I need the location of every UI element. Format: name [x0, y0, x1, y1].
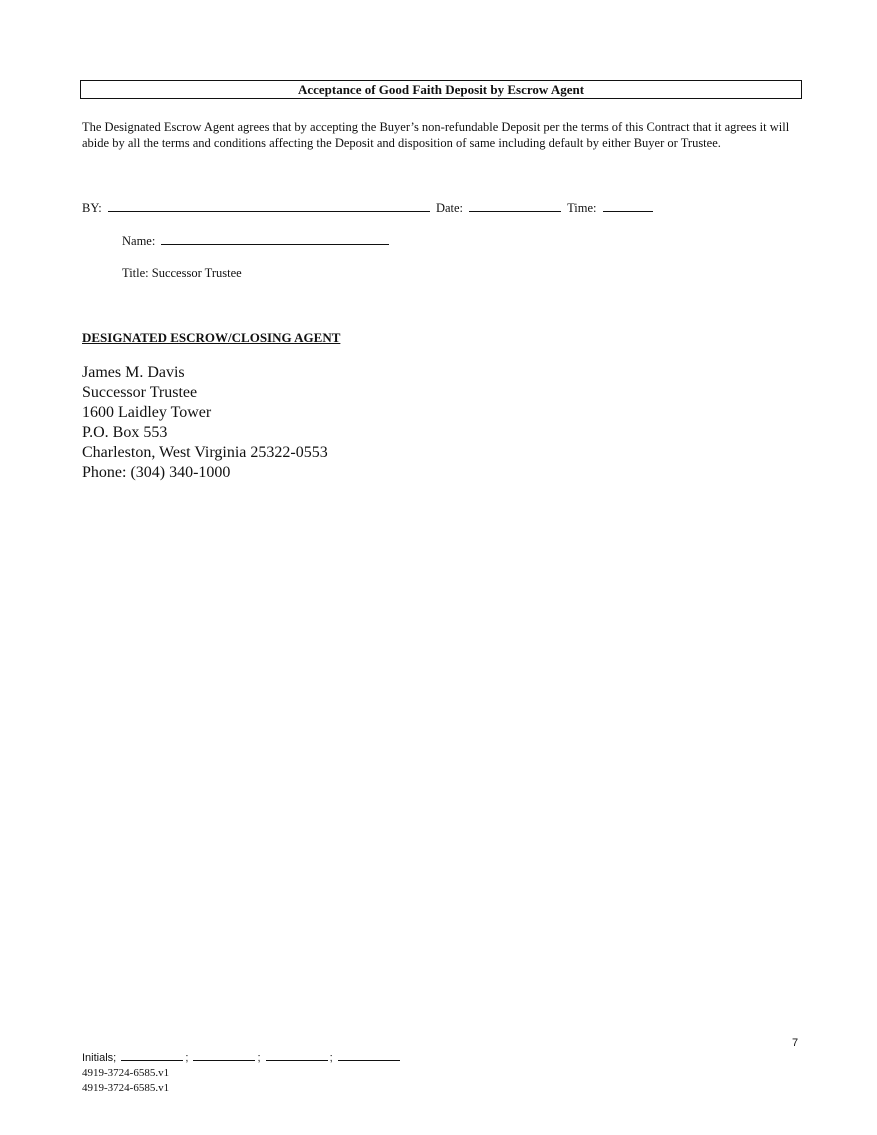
phone-line: Phone: (304) 340-1000: [82, 464, 231, 481]
agent-address: [82, 363, 328, 483]
by-signature-line[interactable]: [108, 199, 430, 212]
initials-separator: ;: [257, 1052, 261, 1064]
by-label: BY:: [82, 201, 102, 215]
signature-row: [82, 199, 656, 215]
name-label: Name:: [122, 234, 156, 248]
time-line[interactable]: [603, 199, 653, 212]
initials-separator: ;: [185, 1052, 189, 1064]
initials-line[interactable]: [338, 1050, 400, 1061]
address-line: James M. Davis: [82, 364, 185, 381]
address-line: 1600 Laidley Tower: [82, 404, 212, 421]
page-number: 7: [792, 1037, 799, 1049]
date-label: Date:: [435, 201, 464, 215]
address-line: Successor Trustee: [82, 384, 198, 401]
initials-separator: ;: [329, 1052, 333, 1064]
acceptance-paragraph: The Designated Escrow Agent agrees that by accepting the Buyer’s non-refundable Deposit per the terms of this Contract that it agrees it will abide by all the terms and conditions affecting the Deposit and disposition of same including default by either Buyer or Trustee.: [82, 120, 790, 150]
initials-label: Initials;: [82, 1052, 117, 1064]
date-line[interactable]: [469, 199, 561, 212]
section-title: Acceptance of Good Faith Deposit by Escrow Agent: [80, 80, 802, 99]
document-id: 4919-3724-6585.v1: [82, 1067, 170, 1079]
initials-row: [82, 1050, 402, 1065]
time-label: Time:: [567, 201, 597, 215]
name-line[interactable]: [161, 232, 389, 245]
initials-line[interactable]: [121, 1050, 183, 1061]
title-line: Title: Successor Trustee: [122, 266, 242, 280]
agent-heading: DESIGNATED ESCROW/CLOSING AGENT: [82, 330, 341, 345]
name-row: [122, 232, 392, 249]
address-line: Charleston, West Virginia 25322-0553: [82, 444, 328, 461]
initials-line[interactable]: [193, 1050, 255, 1061]
address-line: P.O. Box 553: [82, 424, 168, 441]
document-id: 4919-3724-6585.v1: [82, 1082, 170, 1094]
initials-line[interactable]: [266, 1050, 328, 1061]
